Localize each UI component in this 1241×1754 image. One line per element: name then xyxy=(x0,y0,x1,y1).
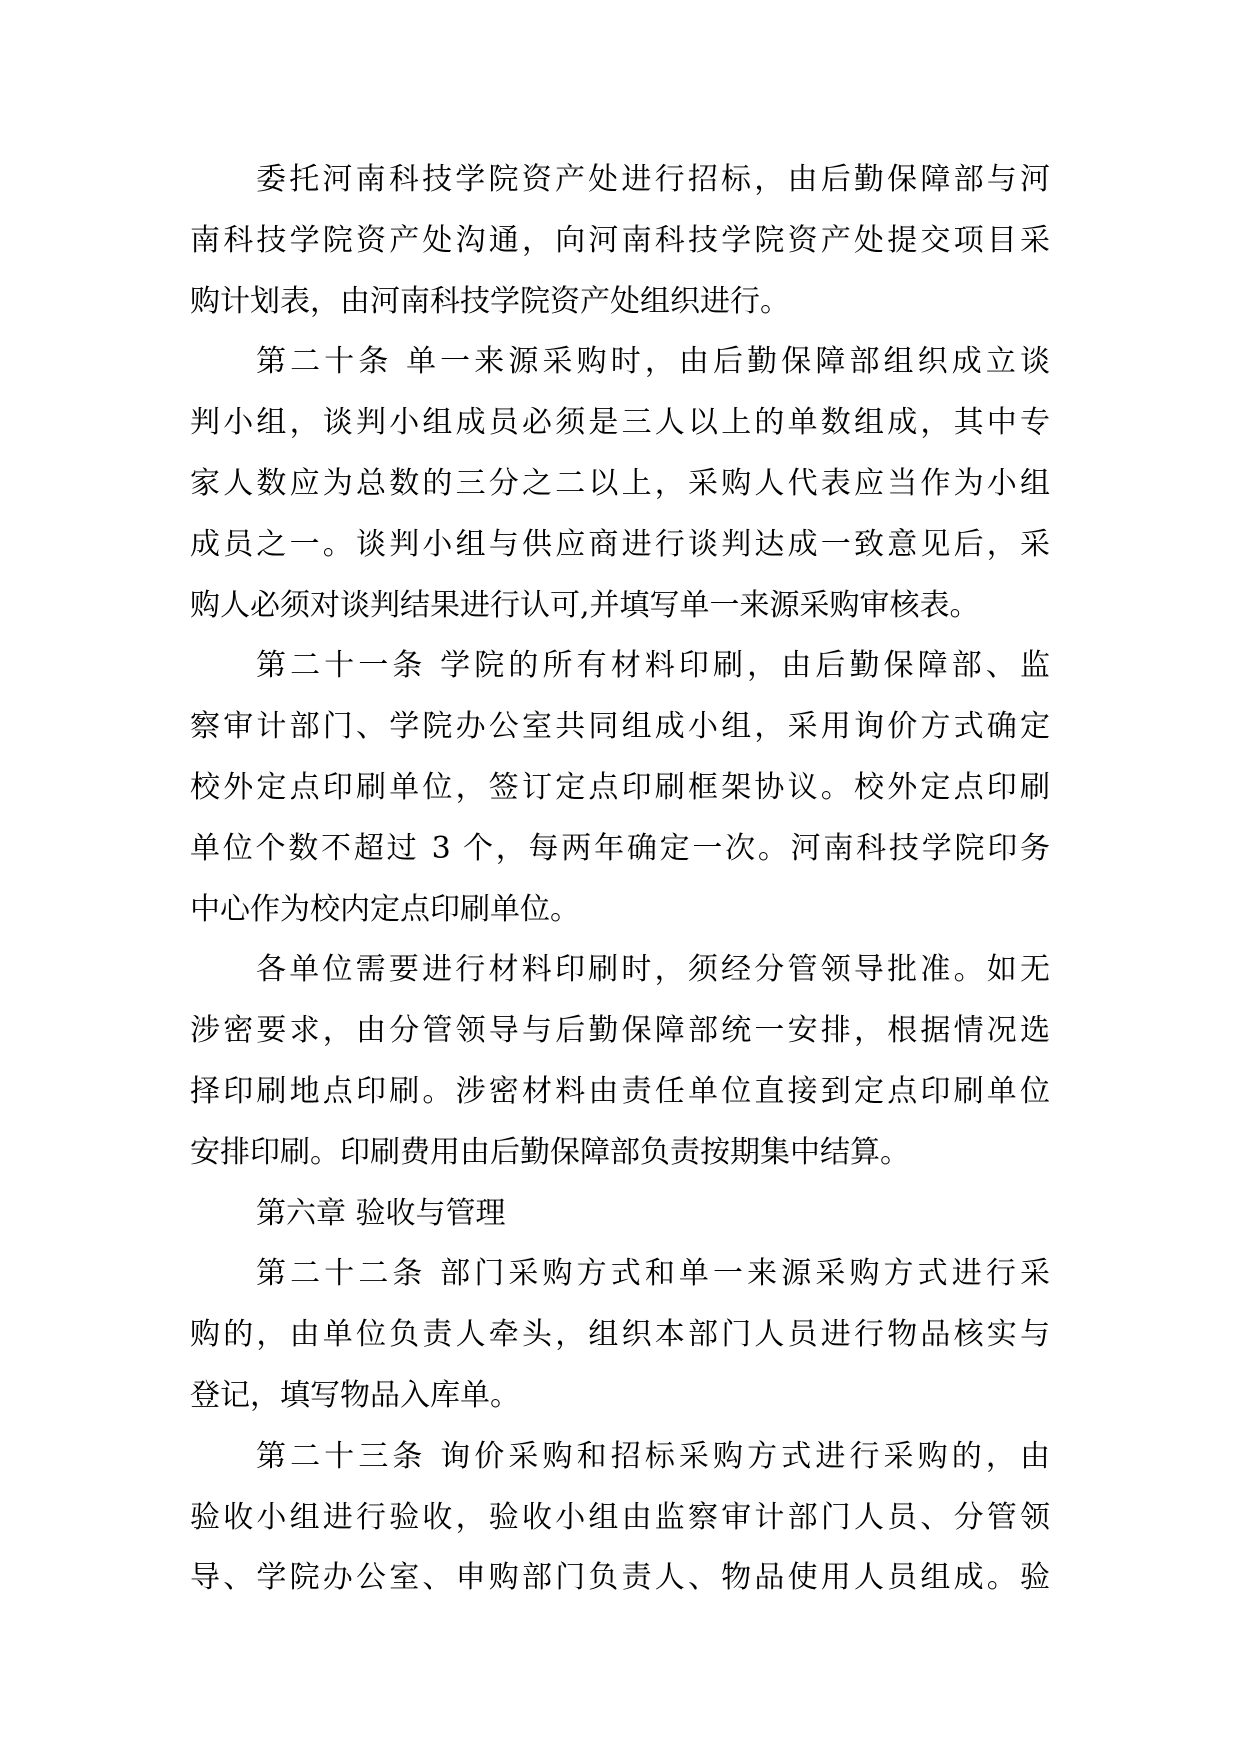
text-line: 委托河南科技学院资产处进行招标，由后勤保障部与河 xyxy=(256,162,1050,197)
text-line: 单位个数不超过 3 个，每两年确定一次。河南科技学院印务 xyxy=(190,830,1050,866)
article-22-heading-line: 第二十二条 部门采购方式和单一来源采购方式进行采 xyxy=(256,1256,1050,1292)
chapter-6-heading: 第六章 验收与管理 xyxy=(256,1195,506,1231)
text-line: 购计划表，由河南科技学院资产处组织进行。 xyxy=(190,283,790,319)
text-line: 择印刷地点印刷。涉密材料由责任单位直接到定点印刷单位 xyxy=(190,1073,1050,1109)
text-line: 各单位需要进行材料印刷时，须经分管领导批准。如无 xyxy=(256,952,1050,988)
article-21-heading-line: 第二十一条 学院的所有材料印刷，由后勤保障部、监 xyxy=(256,648,1050,684)
text-line: 购人必须对谈判结果进行认可,并填写单一来源采购审核表。 xyxy=(190,587,980,623)
text-line: 验收小组进行验收，验收小组由监察审计部门人员、分管领 xyxy=(190,1499,1050,1535)
text-line: 涉密要求，由分管领导与后勤保障部统一安排，根据情况选 xyxy=(190,1013,1050,1049)
text-line: 校外定点印刷单位，签订定点印刷框架协议。校外定点印刷 xyxy=(190,769,1050,805)
text-line: 判小组，谈判小组成员必须是三人以上的单数组成，其中专 xyxy=(190,405,1050,441)
text-line: 导、学院办公室、申购部门负责人、物品使用人员组成。验 xyxy=(190,1560,1050,1596)
text-line: 南科技学院资产处沟通，向河南科技学院资产处提交项目采 xyxy=(190,222,1050,258)
text-line: 成员之一。谈判小组与供应商进行谈判达成一致意见后，采 xyxy=(190,526,1050,562)
text-line: 中心作为校内定点印刷单位。 xyxy=(190,891,580,927)
article-23-heading-line: 第二十三条 询价采购和招标采购方式进行采购的，由 xyxy=(256,1438,1050,1474)
text-line: 登记，填写物品入库单。 xyxy=(190,1377,520,1413)
article-20-heading-line: 第二十条 单一来源采购时，由后勤保障部组织成立谈 xyxy=(256,344,1050,380)
text-line: 家人数应为总数的三分之二以上，采购人代表应当作为小组 xyxy=(190,465,1050,501)
document-body xyxy=(190,150,1050,1609)
text-line: 察审计部门、学院办公室共同组成小组，采用询价方式确定 xyxy=(190,709,1050,745)
text-line: 安排印刷。印刷费用由后勤保障部负责按期集中结算。 xyxy=(190,1134,910,1170)
text-line: 购的，由单位负责人牵头，组织本部门人员进行物品核实与 xyxy=(190,1317,1050,1353)
